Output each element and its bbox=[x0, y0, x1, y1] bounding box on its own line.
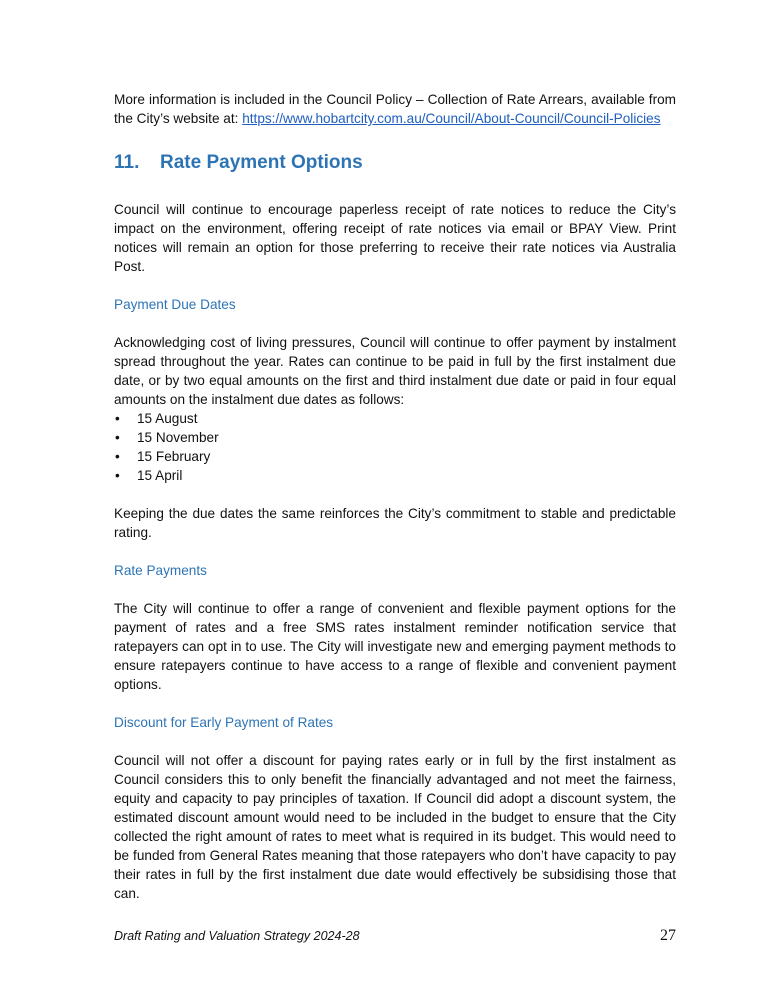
discount-body: Council will not offer a discount for paying rates early or in full by the first instalment as Council considers this to only benefit the financially advantaged and not meet the fairness, equity and capacity to pay principles of taxation. If Council did adopt a discount system, the estimated discount amount would need to be included in the budget to ensure that the City collected the right amount of rates to meet what is required in its budget. This would need to be funded from General Rates meaning that those ratepayers who don’t have capacity to pay their rates in full by the first instalment due date would effectively be subsidising those that can. bbox=[114, 753, 676, 901]
payment-due-dates-body: Acknowledging cost of living pressures, Council will continue to offer payment by instalment spread throughout the year. Rates can continue to be paid in full by the first instalment due date, or by two equal amounts on the first and third instalment due date or paid in four equal amounts on the instalment due dates as follows: bbox=[114, 335, 676, 407]
discount-heading: Discount for Early Payment of Rates bbox=[114, 715, 334, 730]
list-item bbox=[114, 428, 676, 447]
page-content bbox=[114, 90, 676, 903]
due-date-text: 15 August bbox=[137, 411, 198, 426]
page-footer bbox=[114, 927, 676, 947]
list-item bbox=[114, 466, 676, 485]
list-item bbox=[114, 409, 676, 428]
footer-document-title: Draft Rating and Valuation Strategy 2024-28 bbox=[114, 929, 360, 943]
section-heading bbox=[114, 150, 676, 176]
bullet-icon: • bbox=[115, 430, 120, 445]
list-item bbox=[114, 447, 676, 466]
due-date-text: 15 February bbox=[137, 449, 211, 464]
bullet-icon: • bbox=[115, 411, 120, 426]
rate-payments-heading: Rate Payments bbox=[114, 563, 207, 578]
payment-due-dates-heading: Payment Due Dates bbox=[114, 297, 236, 312]
intro-text: More information is included in the Council Policy – Collection of Rate Arrears, available from the City’s website at: bbox=[114, 92, 676, 126]
bullet-icon: • bbox=[115, 468, 120, 483]
page-number: 27 bbox=[660, 927, 676, 944]
intro-paragraph bbox=[114, 90, 676, 128]
rate-payments-body: The City will continue to offer a range of convenient and flexible payment options for the payment of rates and a free SMS rates instalment reminder notification service that ratepayers can opt in to use. The City will investigate new and emerging payment methods to ensure ratepayers continue to have access to a range of flexible and convenient payment options. bbox=[114, 601, 676, 692]
due-date-text: 15 April bbox=[137, 468, 183, 483]
due-dates-closing-paragraph: Keeping the due dates the same reinforces the City’s commitment to stable and predictable rating. bbox=[114, 506, 676, 540]
section-intro-paragraph: Council will continue to encourage paperless receipt of rate notices to reduce the City’s impact on the environment, offering receipt of rate notices via email or BPAY View. Print notices will remain an option for those preferring to receive their rate notices via Australia Post. bbox=[114, 202, 676, 274]
section-title: Rate Payment Options bbox=[160, 152, 363, 173]
section-number: 11. bbox=[114, 152, 140, 173]
due-date-text: 15 November bbox=[137, 430, 219, 445]
due-dates-list bbox=[114, 409, 676, 485]
bullet-icon: • bbox=[115, 449, 120, 464]
council-policies-link[interactable]: https://www.hobartcity.com.au/Council/About-Council/Council-Policies bbox=[242, 111, 661, 126]
